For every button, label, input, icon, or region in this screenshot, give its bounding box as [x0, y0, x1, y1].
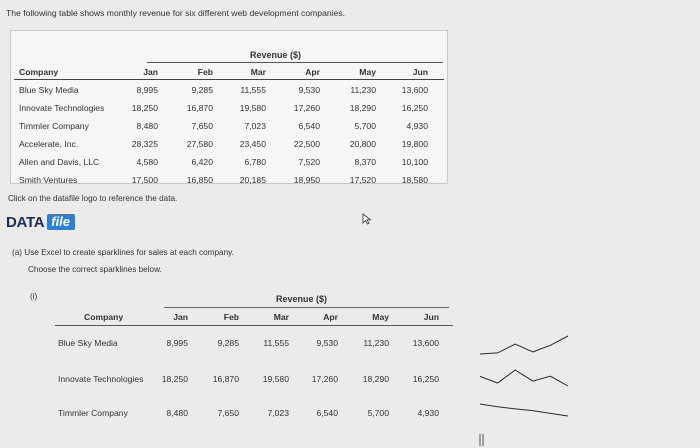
revenue-header-2: Revenue ($) — [276, 294, 328, 304]
sparkline-2 — [480, 370, 568, 386]
table-cell-value: 5,700 — [354, 121, 376, 131]
mouse-cursor-icon — [362, 213, 372, 225]
table-row-company: Allen and Davis, LLC — [19, 157, 100, 167]
t2-cell-value: 19,580 — [262, 374, 289, 384]
t2-cell-value: 6,540 — [316, 408, 338, 418]
col-header-may: May — [359, 67, 376, 77]
table-row-company: Timmler Company — [19, 121, 89, 131]
table-cell-value: 22,500 — [293, 139, 320, 149]
revenue-header: Revenue ($) — [250, 50, 302, 60]
table-cell-value: 4,580 — [136, 157, 158, 167]
col-header-apr: Apr — [305, 67, 320, 77]
table-row-company: Accelerate, Inc. — [19, 139, 79, 149]
table-cell-value: 17,500 — [131, 175, 158, 185]
header-rule — [14, 79, 444, 80]
t2-cell-value: 18,250 — [161, 374, 188, 384]
t2-cell-value: 9,530 — [316, 338, 338, 348]
table-cell-value: 20,800 — [349, 139, 376, 149]
table-cell-value: 16,850 — [186, 175, 213, 185]
t2-cell-value: 8,480 — [166, 408, 188, 418]
table-cell-value: 9,285 — [191, 85, 213, 95]
table-row-company: Blue Sky Media — [19, 85, 79, 95]
table-cell-value: 9,530 — [298, 85, 320, 95]
col-header-jan: Jan — [143, 67, 158, 77]
t2-col-header-jan: Jan — [173, 312, 188, 322]
table-cell-value: 19,580 — [239, 103, 266, 113]
t2-cell-value: 11,555 — [263, 338, 289, 348]
col-header-mar: Mar — [250, 67, 266, 77]
t2-cell-value: 16,870 — [212, 374, 239, 384]
question-a-instruction: Choose the correct sparklines below. — [28, 265, 162, 274]
table-cell-value: 18,580 — [401, 175, 428, 185]
table-cell-value: 7,023 — [244, 121, 266, 131]
t2-col-header-jun: Jun — [423, 312, 439, 322]
table-cell-value: 8,370 — [354, 157, 376, 167]
table-cell-value: 8,480 — [136, 121, 158, 131]
table-cell-value: 18,950 — [293, 175, 320, 185]
t2-col-header-mar: Mar — [273, 312, 289, 322]
t2-row-company: Innovate Technologies — [58, 374, 144, 384]
table-cell-value: 4,930 — [406, 121, 428, 131]
revenue-header-rule — [147, 62, 443, 63]
t2-cell-value: 5,700 — [367, 408, 389, 418]
revenue-header-rule-2 — [164, 307, 449, 308]
sparkline-1 — [480, 336, 568, 354]
col-header-feb: Feb — [197, 67, 213, 77]
t2-cell-value: 18,290 — [362, 374, 389, 384]
col-header-company: Company — [19, 67, 59, 77]
table-cell-value: 7,650 — [191, 121, 213, 131]
table-row-company: Innovate Technologies — [19, 103, 105, 113]
table-cell-value: 11,230 — [350, 85, 376, 95]
t2-cell-value: 11,230 — [363, 338, 389, 348]
table-cell-value: 11,555 — [240, 85, 266, 95]
sparkline-3 — [480, 404, 568, 416]
t2-col-header-apr: Apr — [323, 312, 338, 322]
t2-cell-value: 9,285 — [217, 338, 239, 348]
t2-row-company: Blue Sky Media — [58, 338, 118, 348]
t2-row-company: Timmler Company — [58, 408, 128, 418]
t2-header-rule — [55, 325, 453, 326]
t2-cell-value: 7,650 — [217, 408, 239, 418]
table-cell-value: 20,185 — [239, 175, 266, 185]
table-row-company: Smith Ventures — [19, 175, 78, 185]
t2-cell-value: 16,250 — [412, 374, 439, 384]
table-cell-value: 19,800 — [401, 139, 428, 149]
col-header-jun: Jun — [412, 67, 428, 77]
option-i-label[interactable]: (i) — [30, 292, 38, 301]
t2-col-header-may: May — [372, 312, 389, 322]
table-cell-value: 13,600 — [401, 85, 428, 95]
table-cell-value: 27,580 — [186, 139, 213, 149]
t2-cell-value: 4,930 — [417, 408, 439, 418]
table-cell-value: 18,290 — [349, 103, 376, 113]
t2-col-header-company: Company — [84, 312, 124, 322]
sparklines-chart[interactable] — [470, 330, 580, 448]
table-cell-value: 16,250 — [401, 103, 428, 113]
datafile-logo-button[interactable] — [6, 212, 75, 232]
t2-cell-value: 8,995 — [166, 338, 188, 348]
table-cell-value: 16,870 — [186, 103, 213, 113]
datafile-logo-word: DATA — [6, 213, 45, 231]
table-cell-value: 6,420 — [191, 157, 213, 167]
table-cell-value: 28,325 — [131, 139, 158, 149]
t2-cell-value: 13,600 — [412, 338, 439, 348]
table-cell-value: 18,250 — [131, 103, 158, 113]
t2-col-header-feb: Feb — [223, 312, 239, 322]
table-cell-value: 17,260 — [293, 103, 320, 113]
t2-cell-value: 17,260 — [311, 374, 338, 384]
table-cell-value: 17,520 — [349, 175, 376, 185]
question-a: (a) Use Excel to create sparklines for sales at each company. — [12, 248, 234, 257]
table-cell-value: 10,100 — [401, 157, 428, 167]
datafile-logo-badge: file — [47, 214, 75, 230]
table-cell-value: 6,780 — [244, 157, 266, 167]
datafile-note: Click on the datafile logo to reference the data. — [8, 194, 178, 203]
table-cell-value: 7,520 — [298, 157, 320, 167]
table-cell-value: 23,450 — [239, 139, 266, 149]
intro-text: The following table shows monthly revenue for six different web development companies. — [6, 8, 345, 18]
table-cell-value: 8,995 — [136, 85, 158, 95]
table-cell-value: 6,540 — [298, 121, 320, 131]
t2-cell-value: 7,023 — [267, 408, 289, 418]
